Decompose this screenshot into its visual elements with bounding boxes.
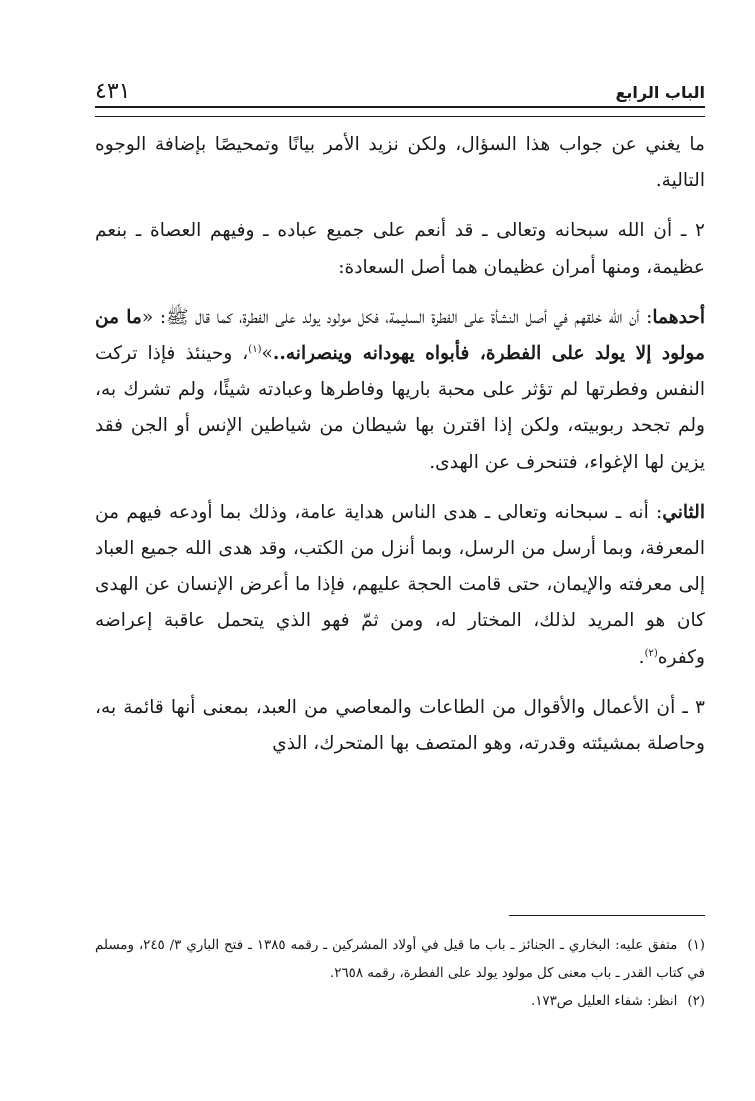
- paragraph-1: ما يغني عن جواب هذا السؤال، ولكن نزيد الأمر بيانًا وتمحيصًا بإضافة الوجوه التالية.: [95, 134, 705, 192]
- paragraph-5: ٣ ـ أن الأعمال والأقوال من الطاعات والمعاصي من العبد، بمعنى أنها قائمة به، وحاصلة بمشيئته وقدرته، وهو المتصف بها المتحرك، الذي: [95, 696, 705, 755]
- paragraph-3-text-1: : أن الله خلقهم في أصل النشأة على الفطرة السليمة، فكل مولود يولد على الفطرة، كما قال ﷺ: «: [141, 306, 653, 328]
- header-double-rule: [95, 106, 705, 117]
- page-header: [95, 66, 705, 106]
- footnote-1-number: (١): [687, 938, 705, 953]
- footnotes: [95, 932, 705, 1016]
- chapter-title: الباب الرابع: [615, 83, 705, 102]
- hadith-quote: ما من مولود إلا يولد على الفطرة، فأبواه يهودانه وينصرانه..: [95, 306, 705, 365]
- footnote-2-number: (٢): [687, 994, 705, 1009]
- footnote-2-text: انظر: شفاء العليل ص١٧٣.: [530, 994, 678, 1009]
- footnote-1-text: متفق عليه: البخاري ـ الجنائز ـ باب ما قيل في أولاد المشركين ـ رقمه ١٣٨٥ ـ فتح الباري ٣/ ٢٤٥، ومسلم في كتاب القدر ـ باب معنى كل مولود يولد على الفطرة، رقمه ٢٦٥٨.: [95, 938, 705, 981]
- main-text: [95, 127, 705, 762]
- paragraph-2: ٢ ـ أن الله سبحانه وتعالى ـ قد أنعم على جميع عباده ـ وفيهم العصاة ـ بنعم عظيمة، ومنها أمران عظيمان هما أصل السعادة:: [95, 220, 705, 278]
- book-page: [95, 66, 705, 1056]
- paragraph-3-text-2: »: [261, 343, 273, 365]
- footnote-1: [95, 932, 705, 988]
- footnote-ref-2[interactable]: (٢): [644, 647, 658, 659]
- paragraph-4-lead: الثاني: [662, 501, 705, 523]
- footnote-ref-1[interactable]: (١): [248, 343, 262, 355]
- footnote-2: [95, 988, 705, 1016]
- paragraph-3-text-3: ، وحينئذ فإذا تركت النفس وفطرتها لم تؤثر على محبة باريها وفاطرها وعبادته شيئًا، ولم تشرك به، ولم تجحد ربوبيته، ولكن إذا اقترن بها شيطان من شياطين الإنس أو الجن فقد يزين لها الإغواء، فتنحرف عن الهدى.: [95, 343, 705, 473]
- page-number: ٤٣١: [95, 79, 131, 104]
- footnote-separator: [509, 915, 705, 916]
- paragraph-4: [95, 495, 705, 676]
- paragraph-4-text-1: : أنه ـ سبحانه وتعالى ـ هدى الناس هداية عامة، وذلك بما أودعه فيهم من المعرفة، وبما أرسل من الرسل، وبما أنزل من الكتب، وقد هدى الله جميع العباد إلى معرفته والإيمان، حتى قامت الحجة عليهم، فإذا ما أعرض الإنسان عن الهدى كان هو المريد لذلك، المختار له، ومن ثمّ فهو الذي يتحمل عاقبة إعراضه وكفره: [95, 501, 705, 668]
- paragraph-3: [95, 300, 705, 481]
- paragraph-4-text-2: .: [638, 646, 645, 668]
- paragraph-3-lead: أحدهما: [652, 306, 705, 328]
